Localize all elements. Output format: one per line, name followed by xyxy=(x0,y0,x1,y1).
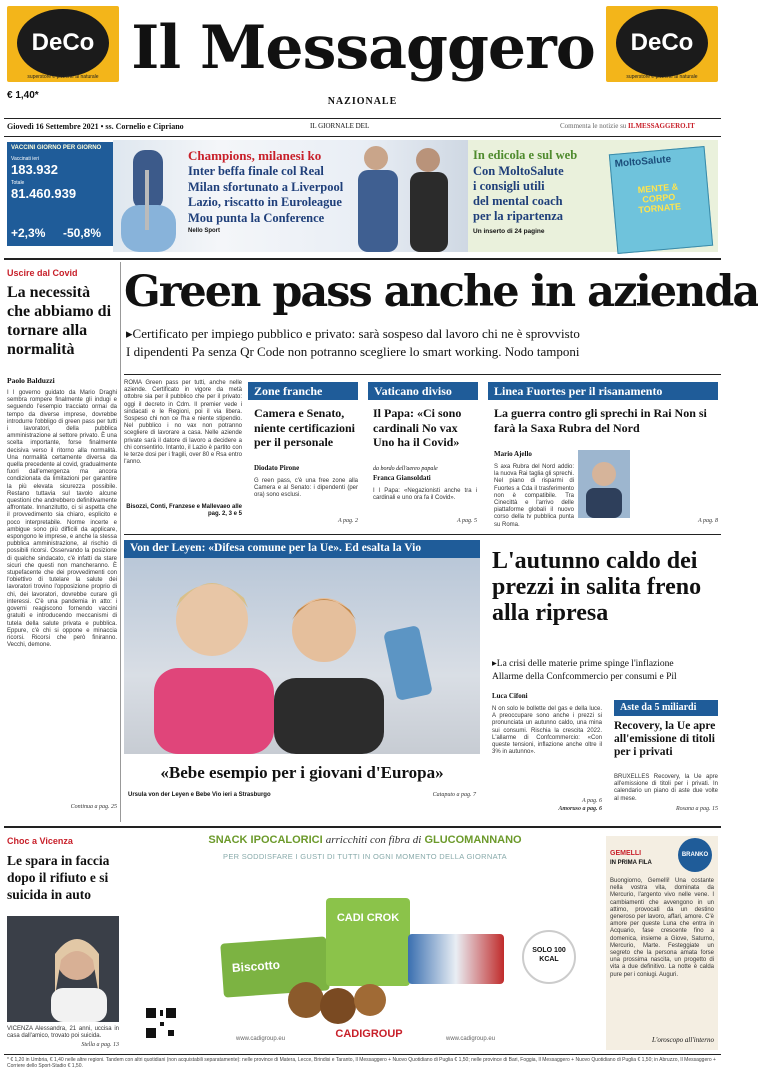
aste-bar: Aste da 5 miliardi xyxy=(614,700,718,716)
prezzi-body: N on solo le bollette del gas e della luce. A preoccupare sono anche i prezzi si pronunciata un autunno caldo, una mina sui consumi. Rischia la crescita 2022. L'allarme di Confcommercio: «Con queste tensioni, inflazione anche oltre il 3% in autunno». xyxy=(492,706,602,756)
vicenza-photo xyxy=(7,916,119,1022)
salute-promo[interactable] xyxy=(468,140,718,252)
deco-ad-right[interactable] xyxy=(606,6,718,82)
left-headline: La necessità che abbiamo di tornare alla normalità xyxy=(7,284,112,358)
fuortes-bar: Linea Fuortes per il risanamento xyxy=(488,382,718,400)
main-authors: Bisozzi, Conti, Franzese e Mallevaeo alle pag. 2, 3 e 5 xyxy=(126,504,242,517)
left-cont: Continua a pag. 25 xyxy=(70,804,117,810)
fuortes-page: A pag. 8 xyxy=(697,518,718,524)
fuortes-photo xyxy=(578,450,630,518)
fuortes-headline: La guerra contro gli sprechi in Rai Non si farà la Saxa Rubra del Nord xyxy=(494,406,707,435)
covid-box xyxy=(7,142,113,246)
vaticano-author: Franca Giansoldati xyxy=(373,474,431,482)
vaccine-hand-illustration xyxy=(113,140,183,252)
biscuits-illustration xyxy=(276,970,396,1030)
vaticano-page: A pag. 5 xyxy=(456,518,477,524)
aste-page: Rosana a pag. 15 xyxy=(676,806,718,812)
salute-line: per la ripartenza xyxy=(473,209,564,223)
ad-brand: CADIGROUP xyxy=(335,1028,403,1040)
zone-page: A pag. 2 xyxy=(337,518,358,524)
prezzi-sub2: Allarme della Confcommercio per consumi e Pil xyxy=(492,672,677,682)
horoscope-sign: GEMELLI xyxy=(610,850,642,857)
site-label: ILMESSAGGERO.IT xyxy=(628,122,695,130)
photo-credit: Ursula von der Leyen e Bebe Vio ieri a Strasburgo xyxy=(128,792,271,798)
covid-pct1: +2,3% xyxy=(11,226,46,240)
horoscope-box xyxy=(606,836,718,1050)
deco-ad-left[interactable] xyxy=(7,6,119,82)
salute-line: Con MoltoSalute xyxy=(473,164,564,178)
photo-caption: «Bebe esempio per i giovani d'Europa» xyxy=(160,763,444,782)
lower-rule xyxy=(4,826,721,828)
zone-body: G reen pass, c'è una free zone alla Camera e al Senato: i dipendenti (per ora) sono esclusi. xyxy=(254,478,358,499)
horoscope-footer: L'oroscopo all'interno xyxy=(651,1036,714,1044)
sport-line: Lazio, riscatto in Euroleague xyxy=(188,195,342,209)
horoscope-body: Buongiorno, Gemelli! Una costante nella vostra vita, dominata da Mercurio, l'argento vivo nelle vene. I cambiamenti che avvengono in un attimo, provocati da un destino generoso per lavoro, affari, amore. C'è amore per queste Luna che entra in Acquario, fase crescente fino a domenica, insieme a Giove, Saturno, Mercurio, Marte. Festeggiate un segreto che la persona amata forse una prossima nascita, un progetto di vita a due definitivo. La notte è calda pure per i coniugi. Auguri. xyxy=(610,878,714,978)
commenta-link[interactable] xyxy=(560,122,720,134)
sport-line: Milan sfortunato a Liverpool xyxy=(188,179,344,194)
selfie-illustration xyxy=(7,916,119,1022)
fuortes-body-2 xyxy=(634,450,718,516)
motto: IL GIORNALE DEL xyxy=(310,122,370,130)
left-author: Paolo Balduzzi xyxy=(7,376,55,385)
date-line: Giovedì 16 Settembre 2021 • ss. Cornelio e Cipriano xyxy=(7,122,184,131)
price-badge xyxy=(7,90,117,106)
prezzi-author: Luca Cifoni xyxy=(492,692,528,700)
magazine-cover-line: MENTE & CORPO TORNATE xyxy=(637,181,682,215)
fuortes-author: Mario Ajello xyxy=(494,450,532,458)
footer-text: * € 1,20 in Umbria, € 1,40 nelle altre regioni. Tandem con altri quotidiani (non acquistabili separatamente): nelle province di Matera, Lecce, Brindisi e Taranto, Il Messaggero + Nuovo Quotidiano di Puglia € 1,50; nelle province di Bari, Foggia, Il Messaggero + Nuovo Quotidiano di Puglia € 1,50; in Abruzzo, Il Messaggero + Corriere dello Sport-Stadio € 1,50. xyxy=(7,1057,716,1069)
covid-value1: 183.932 xyxy=(11,162,58,177)
salute-insert: Un inserto di 24 pagine xyxy=(473,228,545,235)
ad-title-b: arricchiti con fibra di xyxy=(325,834,422,846)
salute-lines xyxy=(473,164,613,224)
date-rule xyxy=(4,136,721,137)
covid-value2: 81.460.939 xyxy=(11,186,77,201)
covid-pct2: -50,8% xyxy=(63,226,102,240)
deco-tagline: superstore e pizzerie al naturale xyxy=(626,74,698,80)
covid-title: VACCINI GIORNO PER GIORNO xyxy=(11,145,102,151)
photo-bar: Von der Leyen: «Difesa comune per la Ue». Ed esalta la Vio xyxy=(124,540,480,558)
photo-vonderleyen-vio xyxy=(124,558,480,754)
aste-headline: Recovery, la Ue apre all'emissione di titoli per i privati xyxy=(614,720,716,758)
prezzi-sub1: ▸La crisi delle materie prime spinge l'inflazione xyxy=(492,659,674,669)
ad-tagline: PER SODDISFARE I GUSTI DI TUTTI IN OGNI MOMENTO DELLA GIORNATA xyxy=(223,852,507,861)
magazine-title: MoltoSalute xyxy=(614,153,672,170)
vicenza-body: VICENZA Alessandra, 21 anni, uccisa in casa dall'amico, trovato poi suicida. xyxy=(7,1026,119,1040)
prezzi-headline: L'autunno caldo dei prezzi in salita freno alla ripresa xyxy=(492,548,702,626)
vaticano-headline: Il Papa: «Ci sono cardinali No vax Uno ha il Covid» xyxy=(373,406,462,449)
headline-rule xyxy=(124,374,721,375)
left-column-rule xyxy=(120,262,121,822)
masthead-logo: Il Messaggero xyxy=(131,13,595,83)
salute-kicker: In edicola e sul web xyxy=(473,148,578,162)
kcal-badge: SOLO 100 KCAL xyxy=(522,930,576,984)
sport-kicker: Champions, milanesi ko xyxy=(188,148,322,163)
ad-site-left: www.cadigroup.eu xyxy=(236,1036,286,1042)
vaticano-bar: Vaticano diviso xyxy=(368,382,478,400)
left-kicker: Uscire dal Covid xyxy=(7,268,78,278)
product-crok-label: CADI CROK xyxy=(336,912,400,924)
mid-rule xyxy=(124,534,721,535)
footer-rule xyxy=(4,1054,721,1055)
ad-title xyxy=(126,834,604,846)
deco-logo: DeCo xyxy=(616,9,708,77)
aste-body: BRUXELLES Recovery, la Ue apre all'emissione di titoli per i privati. In calendario un piano di aste due volte al mese. xyxy=(614,774,718,802)
covid-label2: Totale xyxy=(11,180,25,186)
main-sub2: I dipendenti Pa senza Qr Code non potranno scegliere lo smart working. Nodo tamponi xyxy=(126,344,580,359)
ad-title-c: GLUCOMANNANO xyxy=(424,834,522,846)
left-body: I l governo guidato da Mario Draghi sembra rompere finalmente gli indugi e seguendo l'esempio tracciato ormai da tempo da diverse imprese, dovrebbe introdurre l'obbligo di green pass per tutti i lavoratori, della pubblica amministrazione al settore privato. È una scelta importante, forse finalmente decisiva verso il ritorno alla normalità. Una normalità certamente diversa da quella precedente al covid, gradualmente fuori dall'emergenza ma ancora condizionata da limitazioni per garantire la più elevata sicurezza possibile. Restano tuttavia sul tavolo alcune questioni che andrebbero definitivamente affrontate. Innanzitutto, ci si aspetta che il provvedimento sia chiaro, esplicito e poco interpretabile. Norme incerte e ambigue sono più difficili da applicare, espongono le imprese, e anche la stessa pubblica amministrazione, al rischio di possibili ricorsi. Osservando la posizione di qualche sindacato, c'è infatti da stare sicuri che questi non mancheranno. È stupefacente che dei provvedimenti con l'obiettivo di tutelare la salute dei lavoratori trovino l'opposizione proprio di chi, dei lavoratori, dovrebbe curare gli interessi. C'è una pandemia in atto: i governi reagiscono fornendo vaccini gratuiti e introducendo meccanismi di tutela della salute privata e pubblica. Eppure, c'è chi si oppone e minaccia ricorsi. Ricorsi che però finiranno. Vecchi, demone. xyxy=(7,390,117,649)
sport-line: Inter beffa finale col Real xyxy=(188,164,324,178)
ad-site-right: www.cadigroup.eu xyxy=(446,1036,496,1042)
vaticano-author-pre: da bordo dell'aereo papale xyxy=(373,466,438,472)
product-biscotto-label: Biscotto xyxy=(231,957,281,975)
sport-line: Mou punta la Conference xyxy=(188,210,325,225)
horoscope-badge: BRANKO xyxy=(678,838,712,872)
salute-line: del mental coach xyxy=(473,194,563,208)
vaticano-body: I l Papa: «Negazionisti anche tra i cardinali e uno ora fa il Covid». xyxy=(373,488,477,502)
edition-label: NAZIONALE xyxy=(327,96,398,107)
prezzi-author2: Amoruso a pag. 6 xyxy=(558,806,602,812)
commenta-label: Commenta le notizie su xyxy=(560,122,627,130)
deco-logo: DeCo xyxy=(17,9,109,77)
prezzi-page: A pag. 6 xyxy=(581,798,602,804)
masthead-rule xyxy=(4,118,721,119)
product-pack xyxy=(408,934,504,984)
photo-illustration xyxy=(124,558,480,754)
cadigroup-ad[interactable] xyxy=(126,830,604,1052)
zone-bar: Zone franche xyxy=(248,382,358,400)
ad-title-a: SNACK IPOCALORICI xyxy=(208,834,323,846)
fuortes-body: S axa Rubra del Nord addio: la nuova Rai taglia gli sprechi. Nel piano di risparmi di Fuortes a Cda il trasferimento non è compatibile. Tra Cinecittà e l'arrivo delle piattaforme globali il nuovo corso della tv pubblica punta su Roma. xyxy=(494,464,574,528)
main-sub1: ▸Certificato per impiego pubblico e privato: sarà sospeso dal lavoro chi ne è sprovvisto xyxy=(126,326,580,341)
sport-lines xyxy=(188,164,388,228)
deco-tagline: superstore e pizzerie al naturale xyxy=(27,74,99,80)
price: € 1,40* xyxy=(7,90,39,101)
salute-line: i consigli utili xyxy=(473,179,545,193)
zone-author: Diodato Pirone xyxy=(254,464,300,472)
sport-section: Nello Sport xyxy=(188,228,221,234)
strip-rule xyxy=(4,258,721,260)
covid-label1: Vaccinati ieri xyxy=(11,156,39,162)
horoscope-kicker: IN PRIMA FILA xyxy=(610,860,652,866)
photo-author: Cataputo a pag. 7 xyxy=(432,792,476,798)
zone-headline: Camera e Senato, niente certificazioni per il personale xyxy=(254,406,355,449)
qr-code-icon xyxy=(144,1006,178,1040)
vicenza-kicker: Choc a Vicenza xyxy=(7,836,73,846)
main-headline: Green pass anche in azienda xyxy=(124,267,758,317)
vicenza-page: Stella a pag. 13 xyxy=(81,1042,119,1048)
magazine-cover xyxy=(609,146,713,254)
portrait-illustration xyxy=(578,450,630,518)
vicenza-headline: Le spara in faccia dopo il rifiuto e si suicida in auto xyxy=(7,853,110,902)
main-body: ROMA Green pass per tutti, anche nelle aziende. Certificato in vigore da metà ottobre sia per il pubblico che per il privato: oggi il decreto in Cdm. Il premier vede i sindacati e le Regioni, poi il via libera. Sospeso chi non ce l'ha e niente stipendio. Nel pubblico i no vax non potranno scegliere di lavorare a casa. Nelle aziende private sarà il datore di lavoro a decidere a chi consentirlo. Intanto, il Lazio è partito con le terze dosi per i fragili, over 80 e Rsa entro l'anno. xyxy=(124,380,242,466)
